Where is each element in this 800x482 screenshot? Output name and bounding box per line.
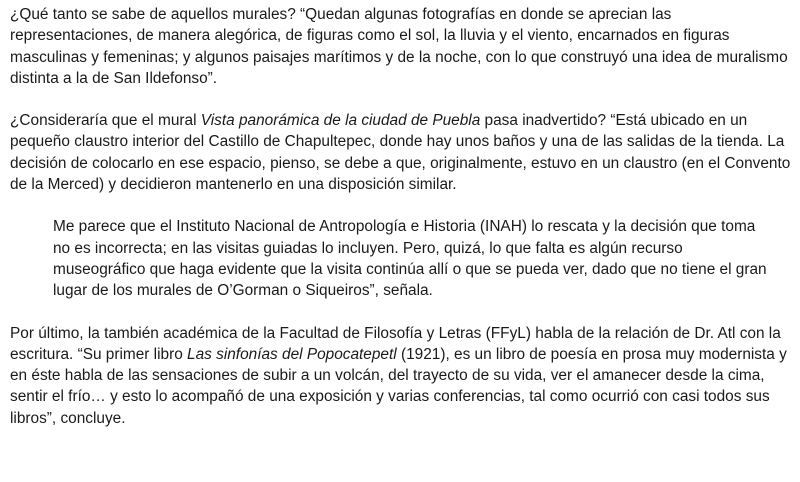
paragraph-text-after: (1921), es un libro de poesía en prosa muy modernista y en éste habla de las sensaciones de subir a un volcán, del trayecto de su vida, ver el amanecer desde la cima, sentir el frío… y esto lo acompañó de una exposición y varias conferencias, tal como ocurrió con casi todos sus libros”, concluye. bbox=[10, 345, 787, 427]
paragraph-text-before: ¿Consideraría que el mural bbox=[10, 112, 201, 130]
paragraph-vista-panoramica bbox=[10, 110, 796, 195]
block-quote bbox=[53, 216, 768, 301]
paragraph-conclusion bbox=[10, 323, 796, 429]
article-body bbox=[10, 4, 796, 450]
book-title: Las sinfonías del Popocatepetl bbox=[187, 345, 397, 363]
mural-title: Vista panorámica de la ciudad de Puebla bbox=[200, 112, 481, 130]
paragraph-murales bbox=[10, 4, 796, 89]
quote-text: Me parece que el Instituto Nacional de Antropología e Historia (INAH) lo rescata y la decisión que toma no es incorrecta; en las visitas guiadas lo incluyen. Pero, quizá, lo que falta es algún recurso museográfico que haga evidente que la visita continúa allí o que se pueda ver, dado que no tiene el gran lugar de los murales de O’Gorman o Siqueiros”, señala. bbox=[53, 218, 767, 300]
paragraph-text-before: Por último, la también académica de la Facultad de Filosofía y Letras (FFyL) habla de la relación de Dr. Atl con la escritura. “Su primer libro bbox=[10, 324, 781, 363]
paragraph-text-after: pasa inadvertido? “Está ubicado en un pequeño claustro interior del Castillo de Chapultepec, donde hay unos baños y una de las salidas de la tienda. La decisión de colocarlo en ese espacio, pienso, se debe a que, originalmente, estuvo en un claustro (en el Convento de la Merced) y decidieron mantenerlo en una disposición similar. bbox=[10, 112, 791, 194]
paragraph-text: ¿Qué tanto se sabe de aquellos murales? “Quedan algunas fotografías en donde se aprecian las representaciones, de manera alegórica, de figuras como el sol, la lluvia y el viento, encarnados en figuras masculinas y femeninas; y algunos paisajes marítimos y de la noche, con lo que construyó una idea de muralismo distinta a la de San Ildefonso”. bbox=[10, 6, 788, 87]
